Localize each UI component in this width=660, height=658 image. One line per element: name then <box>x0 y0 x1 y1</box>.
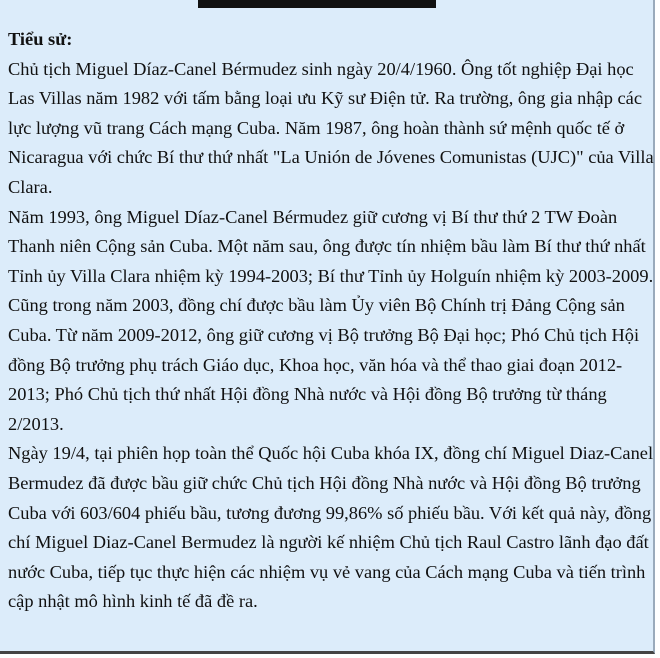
top-decorative-bar <box>198 0 436 8</box>
section-heading: Tiểu sử: <box>8 29 73 49</box>
paragraph-election: Ngày 19/4, tại phiên họp toàn thể Quốc hội Cuba khóa IX, đồng chí Miguel Diaz-Canel Bermudez đã được bầu giữ chức Chủ tịch Hội đồng Nhà nước và Hội đồng Bộ trưởng Cuba với 603/604 phiếu bầu, tương đương 99,86% số phiếu bầu. Với kết quả này, đồng chí Miguel Diaz-Canel Bermudez là người kế nhiệm Chủ tịch Raul Castro lãnh đạo đất nước Cuba, tiếp tục thực hiện các nhiệm vụ vẻ vang của Cách mạng Cuba và tiến trình cập nhật mô hình kinh tế đã đề ra. <box>8 443 654 612</box>
paragraph-early-life: Chủ tịch Miguel Díaz-Canel Bérmudez sinh ngày 20/4/1960. Ông tốt nghiệp Đại học Las Villas năm 1982 với tấm bằng loại ưu Kỹ sư Điện tử. Ra trường, ông gia nhập các lực lượng vũ trang Cách mạng Cuba. Năm 1987, ông hoàn thành sứ mệnh quốc tế ở Nicaragua với chức Bí thư thứ nhất "La Unión de Jóvenes Comunistas (UJC)" của Villa Clara. <box>8 58 654 197</box>
biography-content <box>8 25 656 617</box>
paragraph-career: Năm 1993, ông Miguel Díaz-Canel Bérmudez giữ cương vị Bí thư thứ 2 TW Đoàn Thanh niên Cộng sản Cuba. Một năm sau, ông được tín nhiệm bầu làm Bí thư thứ nhất Tỉnh ủy Villa Clara nhiệm kỳ 1994-2003; Bí thư Tỉnh ủy Holguín nhiệm kỳ 2003-2009. Cũng trong năm 2003, đồng chí được bầu làm Ủy viên Bộ Chính trị Đảng Cộng sản Cuba. Từ năm 2009-2012, ông giữ cương vị Bộ trưởng Bộ Đại học; Phó Chủ tịch Hội đồng Bộ trưởng phụ trách Giáo dục, Khoa học, văn hóa và thể thao giai đoạn 2012-2013; Phó Chủ tịch thứ nhất Hội đồng Nhà nước và Hội đồng Bộ trưởng từ tháng 2/2013. <box>8 206 654 434</box>
